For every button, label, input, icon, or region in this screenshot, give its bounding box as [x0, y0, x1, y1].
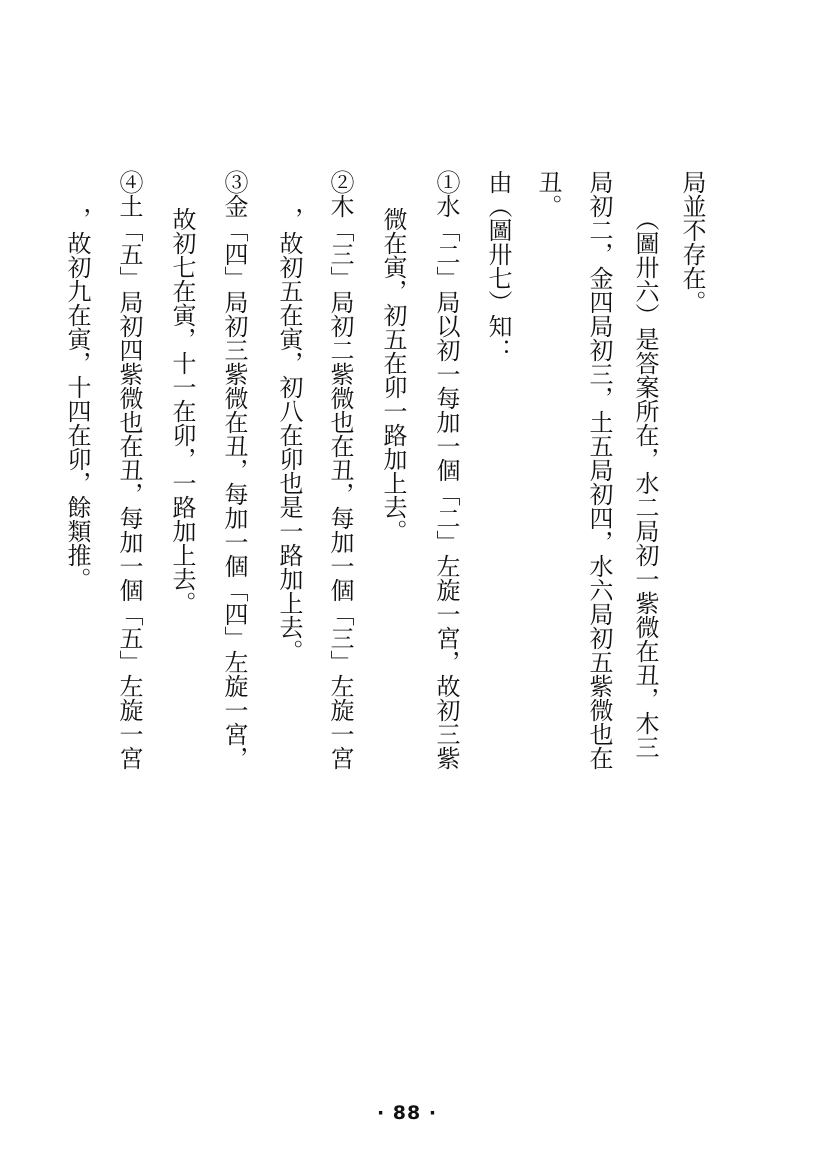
- text-column-4: 丑。: [534, 170, 562, 218]
- page-number: · 88 ·: [376, 1102, 438, 1124]
- text-column-13: ，故初九在寅，十四在卯，餘類推。: [63, 207, 91, 591]
- text-column-12: ④土「五」局初四紫微也在丑，每加一個「五」左旋一宮: [115, 170, 143, 770]
- text-column-11: 故初七在寅，十一在卯，一路加上去。: [168, 207, 196, 615]
- text-column-10: ③金「四」局初三紫微在丑，每加一個「四」左旋一宮，: [220, 170, 248, 770]
- text-column-7: 微在寅，初五在卯一路加上去。: [379, 207, 407, 543]
- text-column-3: 局初二，金四局初三，土五局初四，水六局初五紫微也在: [585, 170, 613, 770]
- text-column-9: ，故初五在寅，初八在卯也是一路加上去。: [275, 207, 303, 663]
- text-column-1: 局並不存在。: [678, 170, 706, 314]
- text-column-6: ①水「二」局以初一每加一個「二」左旋一宮，故初三紫: [432, 170, 460, 770]
- text-column-8: ②木「三」局初二紫微也在丑，每加一個「三」左旋一宮: [326, 170, 354, 770]
- text-column-5: 由（圖卅七）知：: [484, 170, 512, 362]
- text-column-2: （圖卅六）是答案所在，水二局初一紫微在丑，木三: [631, 207, 659, 759]
